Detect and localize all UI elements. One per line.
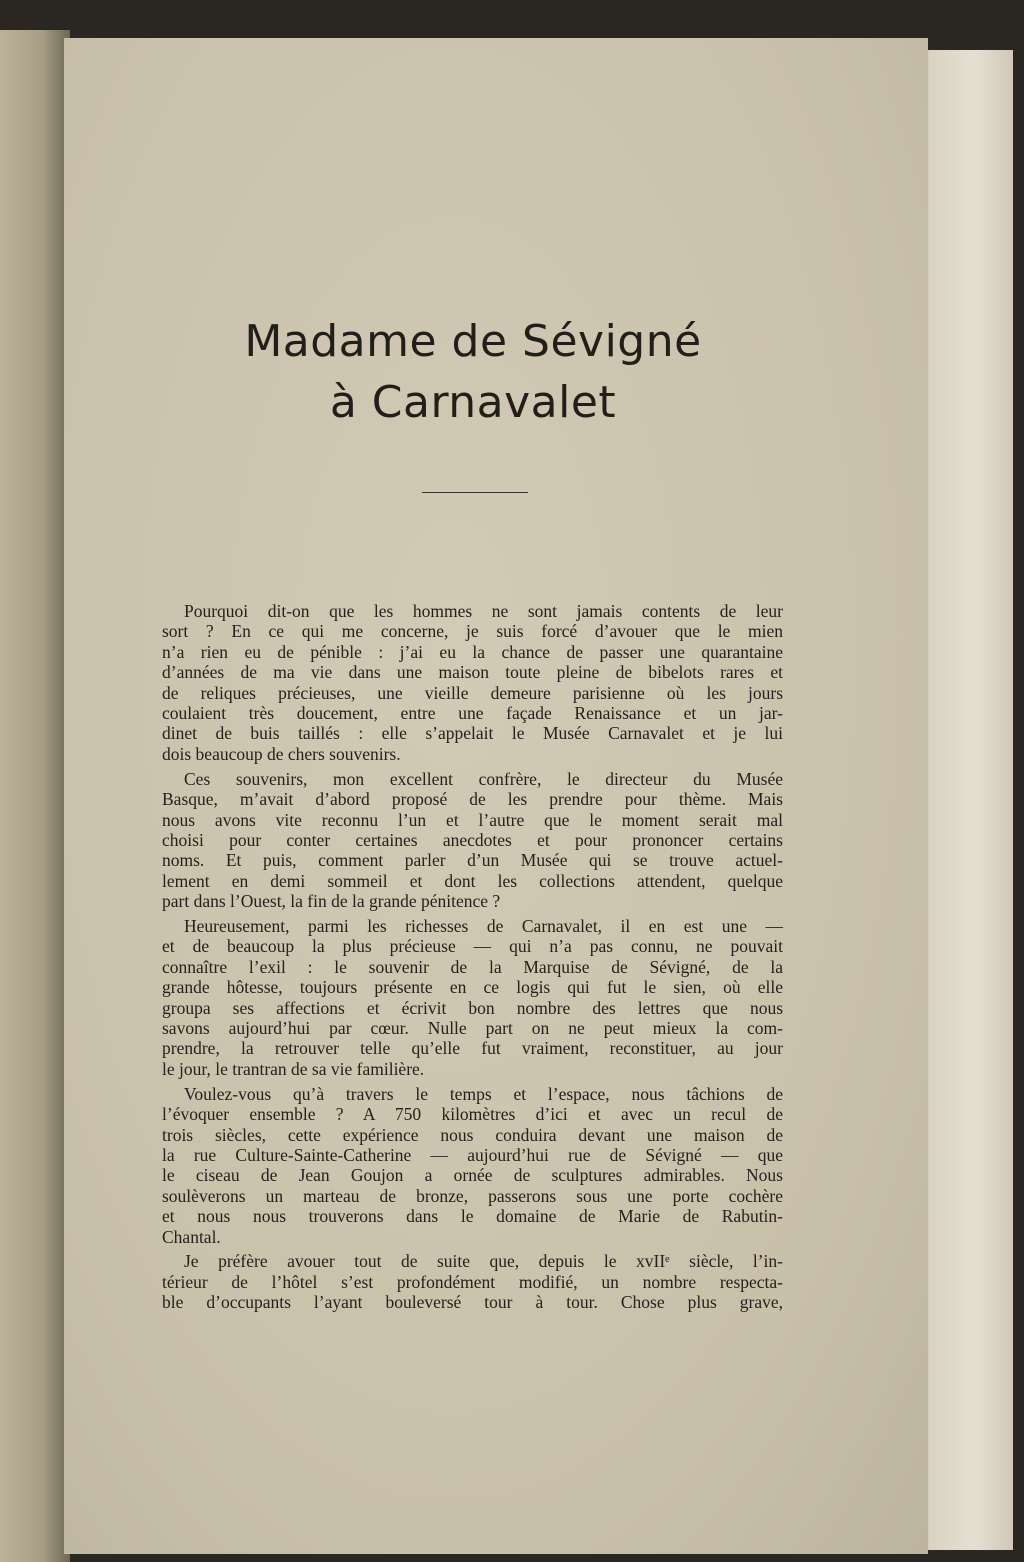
text-line: Heureusement, parmi les richesses de Carnavalet, il en est une — xyxy=(184,916,783,937)
text-line: soulèverons un marteau de bronze, passerons sous une porte cochère xyxy=(162,1185,783,1206)
text-line: Pourquoi dit-on que les hommes ne sont jamais contents de leur xyxy=(184,601,783,621)
text-line: la rue Culture-Sainte-Catherine — aujourd’hui rue de Sévigné — que xyxy=(162,1144,783,1165)
text-line: térieur de l’hôtel s’est profondément modifié, un nombre respecta- xyxy=(162,1271,783,1292)
text-line: l’évoquer ensemble ? A 750 kilomètres d’ici et avec un recul de xyxy=(162,1104,783,1125)
paragraph xyxy=(162,769,783,912)
paragraph xyxy=(162,1251,783,1312)
article-title-line-1: Madame de Sévigné xyxy=(244,316,702,367)
text-line: le jour, le trantran de sa vie familière. xyxy=(162,1058,425,1079)
title-divider xyxy=(422,492,528,493)
paragraph xyxy=(162,601,783,764)
text-line: savons aujourd’hui par cœur. Nulle part on ne peut mieux la com- xyxy=(162,1018,783,1038)
text-line: ble d’occupants l’ayant bouleversé tour à tour. Chose plus grave, xyxy=(162,1292,783,1313)
text-line: nous avons vite reconnu l’un et l’autre que le moment serait mal xyxy=(162,809,783,830)
text-line: prendre, la retrouver telle qu’elle fut vraiment, reconstituer, au jour xyxy=(162,1038,783,1059)
text-line: Je préfère avouer tout de suite que, depuis le xvIIᵉ siècle, l’in- xyxy=(184,1251,783,1272)
text-line: d’années de ma vie dans une maison toute pleine de bibelots rares et xyxy=(162,662,783,683)
text-line: trois siècles, cette expérience nous conduira devant une maison de xyxy=(162,1124,783,1145)
article-title-line-2: à Carnavalet xyxy=(329,377,617,428)
article-body xyxy=(162,601,783,1317)
text-line: dinet de buis taillés : elle s’appelait le Musée Carnavalet et je lui xyxy=(162,723,783,744)
text-line: n’a rien eu de pénible : j’ai eu la chance de passer une quarantaine xyxy=(162,641,783,662)
text-line: le ciseau de Jean Goujon a ornée de sculptures admirables. Nous xyxy=(162,1165,783,1186)
text-line: et nous nous trouverons dans le domaine de Marie de Rabutin- xyxy=(162,1206,783,1227)
text-line: Chantal. xyxy=(162,1226,221,1247)
text-line: grande hôtesse, toujours présente en ce logis qui fut le sien, où elle xyxy=(162,977,783,998)
text-line: et de beaucoup la plus précieuse — qui n’a pas connu, ne pouvait xyxy=(162,936,783,957)
text-line: connaître l’exil : le souvenir de la Marquise de Sévigné, de la xyxy=(162,956,783,977)
text-line: noms. Et puis, comment parler d’un Musée qui se trouve actuel- xyxy=(162,850,783,871)
text-line: part dans l’Ouest, la fin de la grande pénitence ? xyxy=(162,891,501,912)
text-line: Basque, m’avait d’abord proposé de les prendre pour thème. Mais xyxy=(162,789,783,810)
text-line: lement en demi sommeil et dont les collections attendent, quelque xyxy=(162,870,783,891)
paragraph xyxy=(162,916,783,1079)
paragraph xyxy=(162,1084,783,1247)
text-line: groupa ses affections et écrivit bon nombre des lettres que nous xyxy=(162,997,783,1018)
facing-page-edge xyxy=(0,30,70,1562)
text-line: de reliques précieuses, une vieille demeure parisienne où les jours xyxy=(162,682,783,703)
page-stack-edge xyxy=(918,50,1013,1550)
text-line: Ces souvenirs, mon excellent confrère, le directeur du Musée xyxy=(184,768,783,789)
text-line: dois beaucoup de chers souvenirs. xyxy=(162,743,401,764)
text-line: coulaient très doucement, entre une façade Renaissance et un jar- xyxy=(162,702,783,723)
text-line: Voulez-vous qu’à travers le temps et l’espace, nous tâchions de xyxy=(184,1083,783,1104)
text-line: sort ? En ce qui me concerne, je suis forcé d’avouer que le mien xyxy=(162,621,783,642)
text-line: choisi pour conter certaines anecdotes et pour prononcer certains xyxy=(162,829,783,850)
